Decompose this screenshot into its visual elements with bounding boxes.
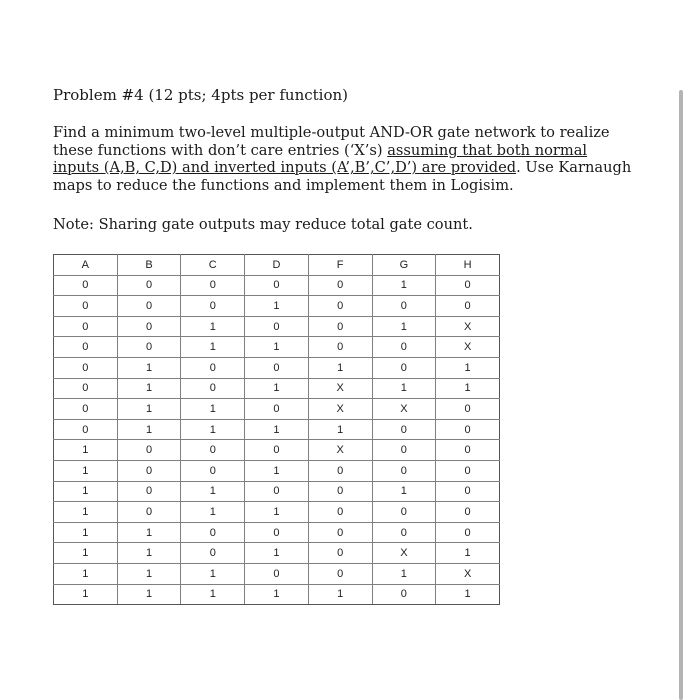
cell-a: 1: [54, 502, 118, 523]
cell-f: 0: [308, 296, 372, 317]
cell-h: 0: [436, 440, 500, 461]
table-row: [54, 399, 500, 420]
cell-h: 0: [436, 522, 500, 543]
cell-b: 0: [117, 296, 181, 317]
cell-a: 0: [54, 378, 118, 399]
cell-a: 1: [54, 584, 118, 605]
cell-g: 1: [372, 378, 436, 399]
cell-c: 1: [181, 584, 245, 605]
cell-g: 0: [372, 337, 436, 358]
cell-h: 0: [436, 296, 500, 317]
table-row: [54, 584, 500, 605]
cell-f: 1: [308, 584, 372, 605]
cell-h: X: [436, 337, 500, 358]
table-row: [54, 460, 500, 481]
cell-h: X: [436, 563, 500, 584]
cell-d: 0: [245, 357, 309, 378]
cell-b: 0: [117, 460, 181, 481]
cell-d: 1: [245, 584, 309, 605]
table-row: [54, 357, 500, 378]
cell-a: 0: [54, 316, 118, 337]
cell-a: 1: [54, 522, 118, 543]
cell-h: 0: [436, 460, 500, 481]
column-header-b: B: [117, 255, 181, 276]
column-header-h: H: [436, 255, 500, 276]
table-row: [54, 378, 500, 399]
cell-c: 1: [181, 337, 245, 358]
cell-g: 1: [372, 481, 436, 502]
cell-b: 1: [117, 419, 181, 440]
truth-table-body: [54, 275, 500, 605]
cell-g: 1: [372, 275, 436, 296]
cell-d: 0: [245, 275, 309, 296]
column-header-g: G: [372, 255, 436, 276]
truth-table-header-row: [54, 255, 500, 276]
table-row: [54, 543, 500, 564]
table-row: [54, 481, 500, 502]
cell-b: 1: [117, 584, 181, 605]
cell-f: 0: [308, 563, 372, 584]
cell-b: 1: [117, 522, 181, 543]
column-header-f: F: [308, 255, 372, 276]
cell-d: 1: [245, 378, 309, 399]
cell-d: 0: [245, 563, 309, 584]
table-row: [54, 563, 500, 584]
cell-c: 1: [181, 481, 245, 502]
cell-g: 0: [372, 502, 436, 523]
cell-a: 0: [54, 296, 118, 317]
cell-d: 0: [245, 481, 309, 502]
cell-a: 1: [54, 440, 118, 461]
cell-d: 1: [245, 543, 309, 564]
cell-g: 1: [372, 563, 436, 584]
cell-h: 1: [436, 357, 500, 378]
table-row: [54, 275, 500, 296]
cell-f: 0: [308, 316, 372, 337]
cell-c: 0: [181, 357, 245, 378]
cell-c: 1: [181, 419, 245, 440]
cell-b: 1: [117, 378, 181, 399]
cell-g: 0: [372, 460, 436, 481]
cell-b: 0: [117, 481, 181, 502]
cell-d: 0: [245, 522, 309, 543]
cell-c: 0: [181, 296, 245, 317]
cell-f: 0: [308, 337, 372, 358]
cell-g: 0: [372, 419, 436, 440]
cell-b: 1: [117, 543, 181, 564]
cell-d: 1: [245, 419, 309, 440]
cell-f: X: [308, 440, 372, 461]
cell-c: 0: [181, 440, 245, 461]
truth-table: [53, 254, 500, 605]
cell-c: 1: [181, 502, 245, 523]
cell-d: 1: [245, 502, 309, 523]
cell-g: 0: [372, 522, 436, 543]
cell-b: 0: [117, 337, 181, 358]
cell-f: 0: [308, 481, 372, 502]
cell-d: 0: [245, 440, 309, 461]
problem-description-underlined: assuming that both normal inputs (A,B, C,D) and inverted inputs (A’,B’,C’,D’) are provided: [53, 141, 588, 176]
cell-f: 0: [308, 543, 372, 564]
cell-a: 0: [54, 419, 118, 440]
table-row: [54, 296, 500, 317]
table-row: [54, 502, 500, 523]
cell-a: 1: [54, 543, 118, 564]
cell-g: 0: [372, 296, 436, 317]
table-row: [54, 522, 500, 543]
cell-b: 0: [117, 440, 181, 461]
cell-d: 1: [245, 337, 309, 358]
cell-h: 1: [436, 378, 500, 399]
cell-f: 0: [308, 275, 372, 296]
cell-f: 0: [308, 502, 372, 523]
scrollbar-thumb[interactable]: [679, 90, 683, 700]
problem-description-part-2: . Use Karnaugh maps to reduce the functions and implement them in Logisim.: [53, 159, 632, 194]
cell-h: 0: [436, 275, 500, 296]
cell-a: 0: [54, 357, 118, 378]
cell-c: 1: [181, 316, 245, 337]
cell-b: 1: [117, 357, 181, 378]
cell-h: 0: [436, 399, 500, 420]
column-header-d: D: [245, 255, 309, 276]
column-header-c: C: [181, 255, 245, 276]
cell-c: 0: [181, 378, 245, 399]
cell-h: 0: [436, 419, 500, 440]
cell-f: 1: [308, 419, 372, 440]
cell-b: 0: [117, 502, 181, 523]
cell-b: 0: [117, 316, 181, 337]
cell-d: 0: [245, 316, 309, 337]
problem-note: Note: Sharing gate outputs may reduce total gate count.: [53, 216, 473, 233]
cell-f: 0: [308, 522, 372, 543]
problem-description: [53, 124, 633, 194]
cell-h: 0: [436, 502, 500, 523]
cell-h: X: [436, 316, 500, 337]
cell-g: X: [372, 543, 436, 564]
table-row: [54, 337, 500, 358]
table-row: [54, 440, 500, 461]
cell-c: 1: [181, 399, 245, 420]
cell-h: 1: [436, 543, 500, 564]
cell-g: X: [372, 399, 436, 420]
cell-c: 0: [181, 522, 245, 543]
cell-f: 1: [308, 357, 372, 378]
cell-a: 0: [54, 275, 118, 296]
cell-c: 1: [181, 563, 245, 584]
table-row: [54, 316, 500, 337]
cell-b: 1: [117, 399, 181, 420]
cell-a: 0: [54, 399, 118, 420]
problem-title: Problem #4 (12 pts; 4pts per function): [53, 86, 348, 104]
cell-b: 0: [117, 275, 181, 296]
cell-c: 0: [181, 275, 245, 296]
cell-d: 1: [245, 460, 309, 481]
cell-d: 1: [245, 296, 309, 317]
cell-f: 0: [308, 460, 372, 481]
cell-f: X: [308, 378, 372, 399]
cell-g: 0: [372, 584, 436, 605]
table-row: [54, 419, 500, 440]
cell-b: 1: [117, 563, 181, 584]
cell-a: 0: [54, 337, 118, 358]
cell-a: 1: [54, 481, 118, 502]
cell-a: 1: [54, 460, 118, 481]
problem-description-part-1: Find a minimum two-level multiple-output AND-OR gate network to realize these functions with don’t care entries (‘X’s): [53, 124, 610, 159]
cell-h: 1: [436, 584, 500, 605]
cell-g: 0: [372, 440, 436, 461]
cell-g: 0: [372, 357, 436, 378]
cell-a: 1: [54, 563, 118, 584]
cell-d: 0: [245, 399, 309, 420]
cell-f: X: [308, 399, 372, 420]
column-header-a: A: [54, 255, 118, 276]
cell-g: 1: [372, 316, 436, 337]
cell-c: 0: [181, 460, 245, 481]
cell-h: 0: [436, 481, 500, 502]
cell-c: 0: [181, 543, 245, 564]
